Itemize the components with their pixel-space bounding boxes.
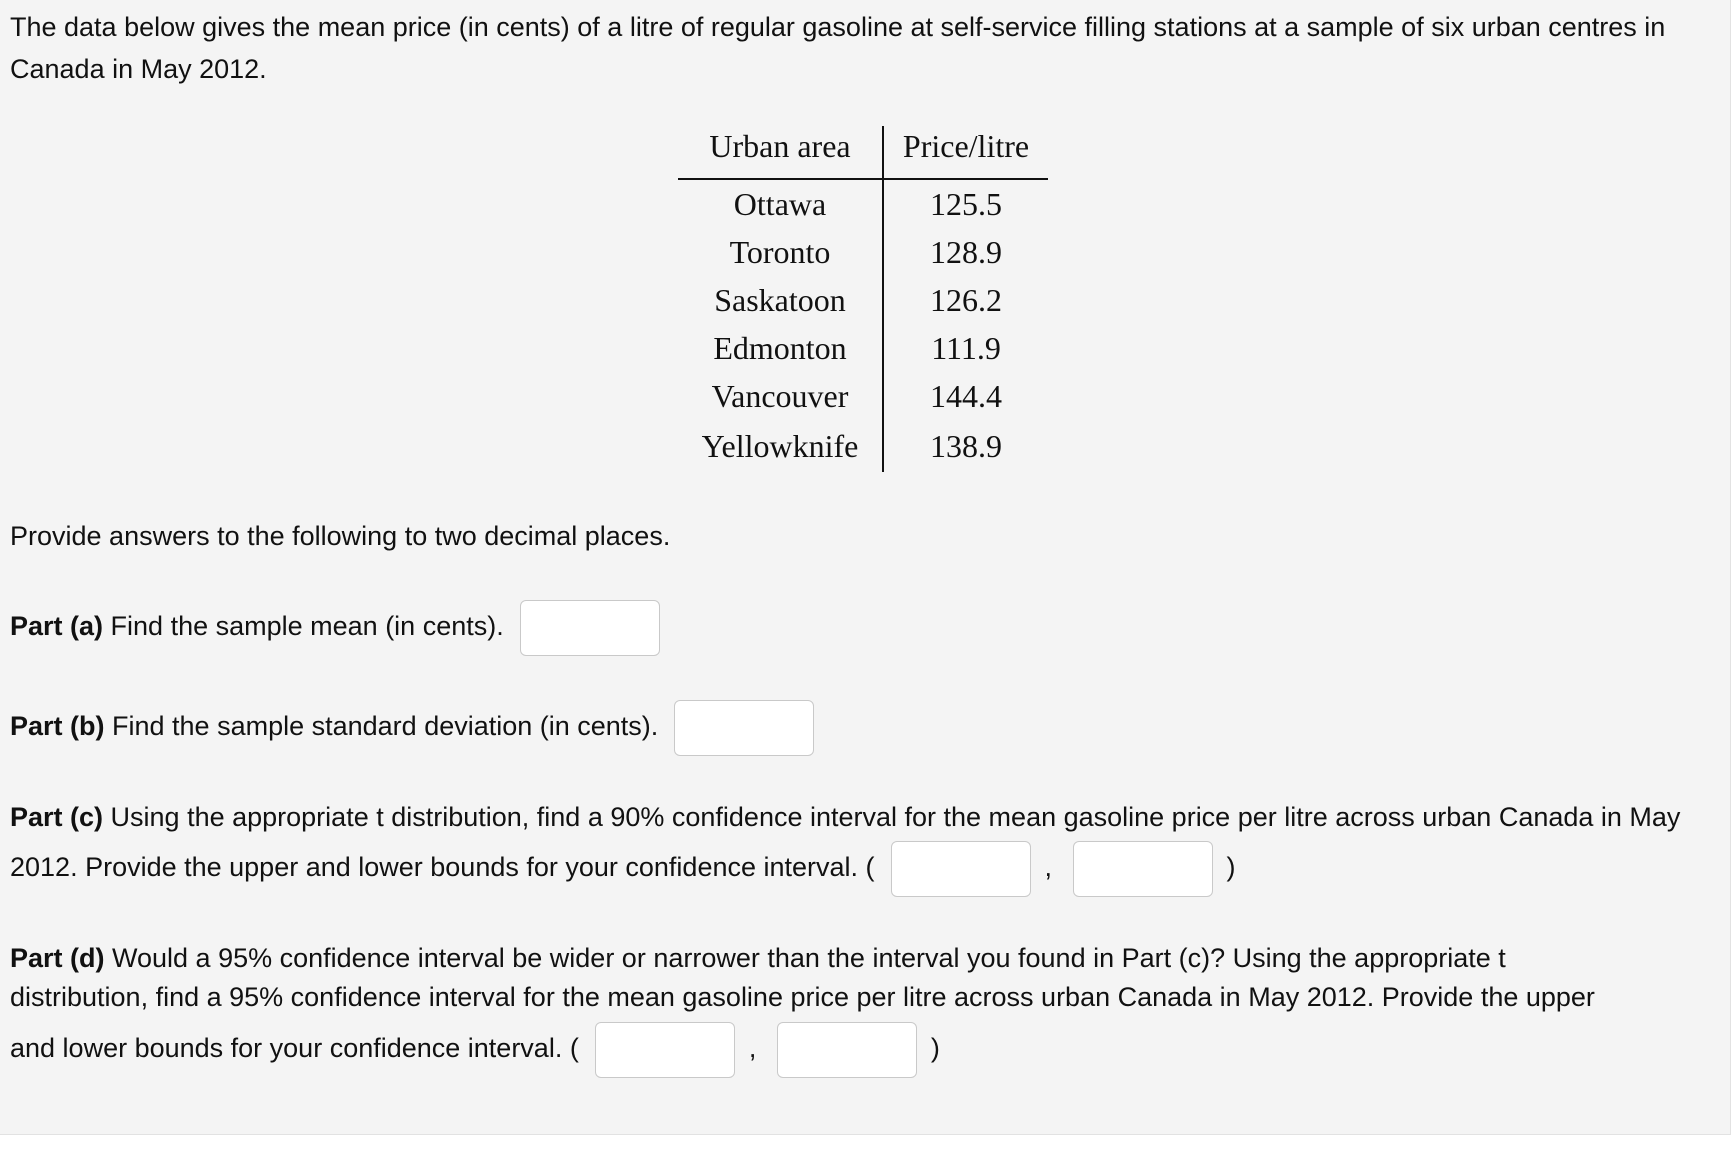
part-a-label: Part (a) xyxy=(10,611,104,642)
part-c-label: Part (c) xyxy=(10,802,104,832)
table-row xyxy=(678,179,1048,228)
part-c-comma: , xyxy=(1044,852,1053,883)
table-row xyxy=(678,372,1048,420)
cell-price: 144.4 xyxy=(930,378,1002,414)
table-row xyxy=(678,324,1048,372)
part-d-lower-input[interactable] xyxy=(595,1022,735,1078)
part-c-text: Using the appropriate t distribution, find a 90% confidence interval for the mean gasoline price per litre across urban Canada in May 2012. Provide the upper and lower bounds for your confidence interval. ( xyxy=(10,802,1681,883)
part-b-label: Part (b) xyxy=(10,711,105,742)
part-d-close-paren: ) xyxy=(930,1033,940,1064)
cell-urban-area: Saskatoon xyxy=(678,276,883,324)
part-a-answer-input[interactable] xyxy=(520,600,660,656)
part-d-label: Part (d) xyxy=(10,943,105,973)
gas-price-table xyxy=(678,126,1048,472)
part-b-answer-input[interactable] xyxy=(674,700,814,756)
part-b xyxy=(10,700,828,756)
header-urban-area: Urban area xyxy=(678,126,883,179)
instructions-text: Provide answers to the following to two decimal places. xyxy=(10,521,671,551)
part-d-comma: , xyxy=(748,1033,757,1064)
part-c-upper-input[interactable] xyxy=(1073,841,1213,897)
part-d-line-3 xyxy=(10,1022,940,1078)
part-d-upper-input[interactable] xyxy=(777,1022,917,1078)
part-d-text-3: and lower bounds for your confidence interval. ( xyxy=(10,1033,579,1064)
intro-text: The data below gives the mean price (in cents) of a litre of regular gasoline at self-service filling stations at a sample of six urban centres in Canada in May 2012. xyxy=(10,12,1666,84)
cell-price: 128.9 xyxy=(930,234,1002,270)
cell-urban-area: Yellowknife xyxy=(678,420,883,472)
header-price-litre: Price/litre xyxy=(883,126,1048,179)
cell-urban-area: Ottawa xyxy=(678,179,883,228)
part-c xyxy=(10,794,1725,897)
cell-price: 126.2 xyxy=(930,282,1002,318)
part-d-text-1: Would a 95% confidence interval be wider or narrower than the interval you found in Part (c)? Using the appropriate t xyxy=(112,943,1506,973)
cell-urban-area: Vancouver xyxy=(678,372,883,420)
part-b-text: Find the sample standard deviation (in cents). xyxy=(112,711,659,742)
cell-price: 111.9 xyxy=(931,330,1001,366)
table-header-row xyxy=(678,126,1048,179)
table-row xyxy=(678,228,1048,276)
part-a xyxy=(10,600,674,656)
part-d-line-2: distribution, find a 95% confidence interval for the mean gasoline price per litre across urban Canada in May 2012. Provide the upper xyxy=(10,982,1595,1012)
table-row xyxy=(678,276,1048,324)
cell-urban-area: Edmonton xyxy=(678,324,883,372)
table-row xyxy=(678,420,1048,472)
part-a-text: Find the sample mean (in cents). xyxy=(110,611,504,642)
cell-price: 125.5 xyxy=(930,186,1002,222)
part-c-lower-input[interactable] xyxy=(891,841,1031,897)
part-c-close-paren: ) xyxy=(1226,852,1236,883)
cell-price: 138.9 xyxy=(930,428,1002,464)
cell-urban-area: Toronto xyxy=(678,228,883,276)
